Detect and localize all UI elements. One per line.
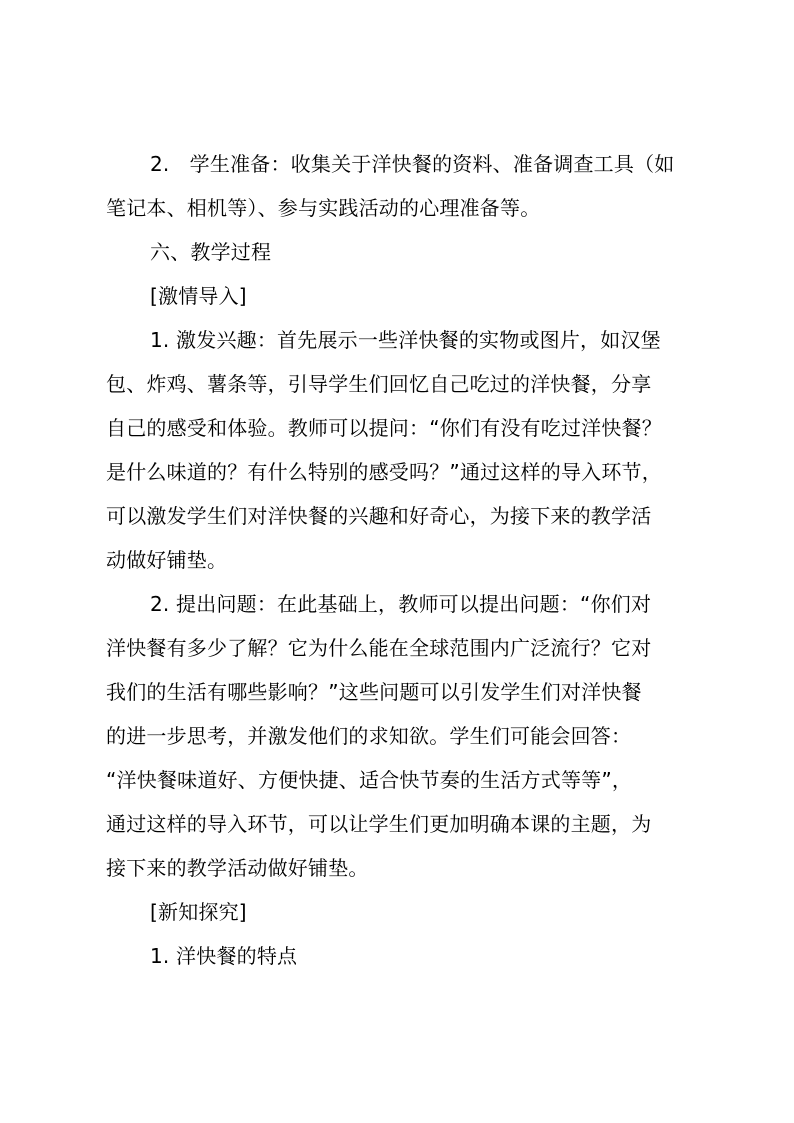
paragraph-questions-line-6: 通过这样的导入环节，可以让学生们更加明确本课的主题，为	[106, 812, 652, 836]
paragraph-questions-line-2: 洋快餐有多少了解？它为什么能在全球范围内广泛流行？它对	[106, 636, 652, 660]
paragraph-interest-line-2: 包、炸鸡、薯条等，引导学生们回忆自己吃过的洋快餐，分享	[106, 372, 652, 396]
paragraph-interest-line-4: 是什么味道的？有什么特别的感受吗？”通过这样的导入环节，	[106, 460, 662, 484]
paragraph-questions-line-3: 我们的生活有哪些影响？”这些问题可以引发学生们对洋快餐	[106, 680, 642, 704]
section-heading-teaching-process: 六、教学过程	[150, 240, 272, 264]
paragraph-student-prep-line-2: 笔记本、相机等）、参与实践活动的心理准备等。	[106, 196, 541, 220]
subsection-heading-new-knowledge: [新知探究]	[150, 900, 247, 924]
paragraph-interest-line-6: 动做好铺垫。	[106, 548, 228, 572]
paragraph-interest-line-3: 自己的感受和体验。教师可以提问：“你们有没有吃过洋快餐？	[106, 416, 662, 440]
paragraph-questions-line-4: 的进一步思考，并激发他们的求知欲。学生们可能会回答：	[106, 724, 632, 748]
paragraph-interest-line-1: 1. 激发兴趣：首先展示一些洋快餐的实物或图片，如汉堡	[150, 328, 661, 352]
paragraph-questions-line-5: “洋快餐味道好、方便快捷、适合快节奏的生活方式等等”，	[106, 768, 633, 792]
paragraph-questions-line-1: 2. 提出问题：在此基础上，教师可以提出问题：“你们对	[150, 592, 652, 616]
paragraph-student-prep-line-1: 2. 学生准备：收集关于洋快餐的资料、准备调查工具（如	[150, 152, 675, 176]
paragraph-interest-line-5: 可以激发学生们对洋快餐的兴趣和好奇心，为接下来的教学活	[106, 504, 652, 528]
subsection-heading-intro: [激情导入]	[150, 284, 247, 308]
list-item-features: 1. 洋快餐的特点	[150, 944, 298, 968]
paragraph-questions-line-7: 接下来的教学活动做好铺垫。	[106, 856, 369, 880]
